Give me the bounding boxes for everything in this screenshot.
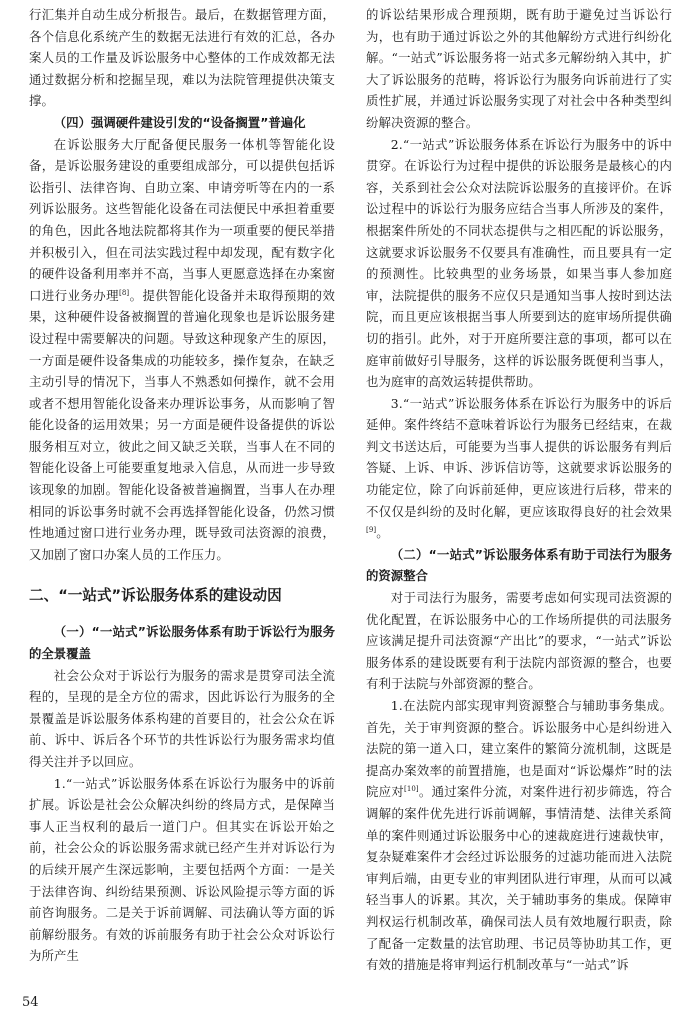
paragraph-text: 1.在法院内部实现审判资源整合与辅助事务集成。首先，关于审判资源的整合。诉讼服务中心是纠纷进入法院的第一道入口，建立案件的繁简分流机制，这既是提高办案效率的前置措施，也是面对“诉讼爆炸”时的法院应对 bbox=[366, 698, 672, 800]
paragraph bbox=[366, 695, 672, 976]
paragraph-text: 。提供智能化设备并未取得预期的效果，这种硬件设备被搁置的普遍化现象也是诉讼服务建设过程中需要解决的问题。导致这种现象产生的原因，一方面是硬件设备集成的功能较多，操作复杂，在缺乏主动引导的情况下，当事人不熟悉如何操作，就不会用或者不想用智能化设备来办理诉讼事务，从而影响了智能化设备的运用效果；另一方面是硬件设备提供的诉讼服务相互对立，彼此之间又缺乏关联，当事人在不同的智能化设备上可能要重复地录入信息，从而进一步导致该现象的加剧。智能化设备被普遍搁置，当事人在办理相同的诉讼事务时就不会再选择智能化设备，仍然习惯性地通过窗口进行业务办理，既导致司法资源的浪费，又加剧了窗口办案人员的工作压力。 bbox=[29, 287, 336, 562]
paragraph: 社会公众对于诉讼行为服务的需求是贯穿司法全流程的，呈现的是全方位的需求，因此诉讼行为服务的全景覆盖是诉讼服务体系构建的首要目的，社会公众在诉前、诉中、诉后各个环节的共性诉讼行为服务需求均值得关注并予以回应。 bbox=[29, 667, 335, 769]
paragraph-text: 3.“一站式”诉讼服务体系在诉讼行为服务中的诉后延伸。案件终结不意味着诉讼行为服务已经结束，在裁判文书送达后，可能要为当事人提供的诉讼服务有判后答疑、上诉、申诉、涉诉信访等，这就要求诉讼服务的功能定位，除了向诉前延伸，更应该进行后移，带来的不仅仅是纠纷的及时化解，更应该取得良好的社会效果 bbox=[366, 395, 672, 519]
right-column bbox=[366, 4, 672, 976]
section-heading-1: （一）“一站式”诉讼服务体系有助于诉讼行为服务的全景覆盖 bbox=[29, 624, 335, 662]
paragraph: 1.“一站式”诉讼服务体系在诉讼行为服务中的诉前扩展。诉讼是社会公众解决纠纷的终局方式，是保障当事人正当权利的最后一道门户。但其实在诉讼开始之前，社会公众的诉讼服务需求就已经产生并对诉讼行为的后续开展产生深远影响，主要包括两个方面：一是关于法律咨询、纠纷结果预测、诉讼风险提示等方面的诉前咨询服务。二是关于诉前调解、司法确认等方面的诉前解纷服务。有效的诉前服务有助于社会公众对诉讼行为所产生 bbox=[29, 775, 335, 964]
paragraph-text: 。通过案件分流，对案件进行初步筛选，符合调解的案件优先进行诉前调解，事情清楚、法律关系简单的案件则通过诉讼服务中心的速裁庭进行速裁快审，复杂疑难案件才会经过诉讼服务的过滤功能而进入法院审判后端，由更专业的审判团队进行审理，从而可以减轻当事人的诉累。其次，关于辅助事务的集成。保障审判权运行机制改革，确保司法人员有效地履行职责，除了配备一定数量的法官助理、书记员等协助其工作，更有效的措施是将审判运行机制改革与“一站式”诉 bbox=[366, 784, 672, 973]
page-number: 54 bbox=[22, 995, 39, 1010]
section-heading-4: （四）强调硬件建设引发的“设备搁置”普遍化 bbox=[53, 114, 306, 130]
left-column bbox=[29, 4, 335, 967]
paragraph-text: 在诉讼服务大厅配备便民服务一体机等智能化设备，是诉讼服务建设的重要组成部分，可以提供包括诉讼指引、法律咨询、自助立案、申请旁听等在内的一系列诉讼服务。这些智能化设备在司法便民中承担着重要的角色，因此各地法院都将其作为一项重要的便民举措并积极引入，但在司法实践过程中却发现，配有数字化的硬件设备利用率并不高，当事人更愿意选择在办案窗口进行业务办理 bbox=[29, 136, 335, 303]
paragraph bbox=[29, 134, 335, 566]
paragraph-text: 。 bbox=[376, 525, 389, 541]
paragraph: 对于司法行为服务，需要考虑如何实现司法资源的优化配置，在诉讼服务中心的工作场所提供的司法服务应该满足提升司法资源“产出比”的要求，“一站式”诉讼服务体系的建设既要有利于法院内部资源的整合，也要有利于法院与外部资源的整合。 bbox=[366, 590, 672, 692]
citation-ref: [10] bbox=[403, 785, 419, 794]
section-heading-2: （二）“一站式”诉讼服务体系有助于司法行为服务的资源整合 bbox=[366, 546, 672, 584]
paragraph: 的诉讼结果形成合理预期，既有助于避免过当诉讼行为，也有助于通过诉讼之外的其他解纷方式进行纠纷化解。“一站式”诉讼服务将一站式多元解纷纳入其中，扩大了诉讼服务的范畴，将诉讼行为服务向诉前进行了实质性扩展，并通过诉讼服务实现了对社会中各种类型纠纷解决资源的整合。 bbox=[366, 7, 672, 130]
chapter-heading: 二、“一站式”诉讼服务体系的建设动因 bbox=[29, 587, 282, 605]
paragraph bbox=[366, 393, 672, 544]
citation-ref: [9] bbox=[366, 526, 377, 535]
citation-ref: [8] bbox=[119, 288, 130, 297]
paragraph: 行汇集并自动生成分析报告。最后，在数据管理方面，各个信息化系统产生的数据无法进行有效的汇总，各办案人员的工作量及诉讼服务中心整体的工作成效都无法通过数据分析和挖掘呈现，难以为法院管理提供决策支撑。 bbox=[29, 7, 335, 109]
paragraph: 2.“一站式”诉讼服务体系在诉讼行为服务中的诉中贯穿。在诉讼行为过程中提供的诉讼服务是最核心的内容，关系到社会公众对法院诉讼服务的直接评价。在诉讼过程中的诉讼行为服务应结合当事人所涉及的案件，根据案件所处的不同状态提供与之相匹配的诉讼服务，这就要求诉讼服务不仅要具有准确性，而且要具有一定的预测性。比较典型的业务场景，如果当事人参加庭审，法院提供的服务不应仅只是通知当事人按时到达法院，而且更应该根据当事人所要到达的庭审场所提供确切的指引。此外，对于开庭所要注意的事项，都可以在庭审前做好引导服务，这样的诉讼服务既便利当事人，也为庭审的高效运转提供帮助。 bbox=[366, 136, 672, 390]
